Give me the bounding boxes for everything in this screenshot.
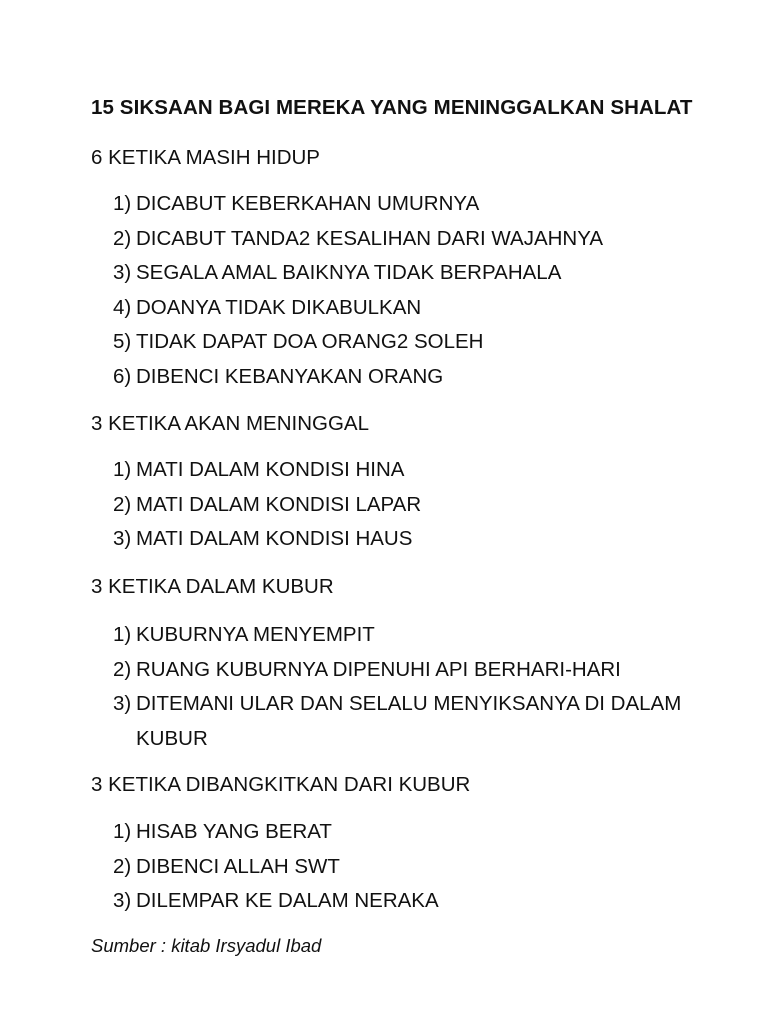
list-dalam-kubur bbox=[91, 618, 701, 756]
section-heading-akan-meninggal: 3 KETIKA AKAN MENINGGAL bbox=[91, 412, 369, 435]
source-note: Sumber : kitab Irsyadul Ibad bbox=[91, 935, 322, 956]
item-number: 4) bbox=[113, 295, 132, 319]
item-text: MATI DALAM KONDISI LAPAR bbox=[136, 492, 422, 516]
item-text: DICABUT TANDA2 KESALIHAN DARI WAJAHNYA bbox=[136, 226, 604, 250]
item-number: 1) bbox=[113, 458, 132, 481]
list-dibangkitkan bbox=[91, 815, 701, 919]
item-text: MATI DALAM KONDISI HAUS bbox=[136, 527, 413, 550]
list-item bbox=[91, 522, 701, 557]
item-number: 2) bbox=[113, 854, 132, 878]
list-item bbox=[91, 291, 701, 326]
item-text: KUBURNYA MENYEMPIT bbox=[136, 623, 375, 646]
item-number: 3) bbox=[113, 889, 132, 912]
list-item bbox=[91, 256, 701, 291]
list-item bbox=[91, 488, 701, 523]
list-item bbox=[91, 325, 701, 360]
item-text: DOANYA TIDAK DIKABULKAN bbox=[136, 295, 422, 319]
item-text: DIBENCI KEBANYAKAN ORANG bbox=[136, 364, 444, 388]
list-item bbox=[91, 884, 701, 919]
item-text: RUANG KUBURNYA DIPENUHI API BERHARI-HARI bbox=[136, 657, 621, 681]
list-item bbox=[91, 187, 701, 222]
list-item bbox=[91, 687, 701, 756]
item-number: 1) bbox=[113, 820, 132, 843]
item-text: DICABUT KEBERKAHAN UMURNYA bbox=[136, 192, 480, 215]
item-number: 5) bbox=[113, 330, 132, 353]
document-title: 15 SIKSAAN BAGI MEREKA YANG MENINGGALKAN SHALAT bbox=[91, 96, 693, 119]
list-item bbox=[91, 453, 701, 488]
list-item bbox=[91, 653, 701, 688]
section-heading-dibangkitkan: 3 KETIKA DIBANGKITKAN DARI KUBUR bbox=[91, 773, 471, 796]
item-text: MATI DALAM KONDISI HINA bbox=[136, 458, 405, 481]
list-item bbox=[91, 222, 701, 257]
item-number: 1) bbox=[113, 623, 132, 646]
item-text: DIBENCI ALLAH SWT bbox=[136, 854, 340, 878]
item-number: 3) bbox=[113, 692, 132, 715]
item-number: 2) bbox=[113, 226, 132, 250]
list-item bbox=[91, 360, 701, 395]
item-number: 2) bbox=[113, 657, 132, 681]
item-text: HISAB YANG BERAT bbox=[136, 820, 332, 843]
item-text: DITEMANI ULAR DAN SELALU MENYIKSANYA DI DALAM KUBUR bbox=[136, 692, 682, 750]
item-number: 2) bbox=[113, 492, 132, 516]
list-item bbox=[91, 815, 701, 850]
item-number: 3) bbox=[113, 261, 132, 284]
list-akan-meninggal bbox=[91, 453, 701, 557]
section-heading-dalam-kubur: 3 KETIKA DALAM KUBUR bbox=[91, 575, 334, 598]
item-number: 3) bbox=[113, 527, 132, 550]
section-heading-masih-hidup: 6 KETIKA MASIH HIDUP bbox=[91, 146, 320, 169]
item-number: 1) bbox=[113, 192, 132, 215]
item-number: 6) bbox=[113, 364, 132, 388]
item-text: DILEMPAR KE DALAM NERAKA bbox=[136, 889, 439, 912]
list-item bbox=[91, 618, 701, 653]
list-item bbox=[91, 850, 701, 885]
list-masih-hidup bbox=[91, 187, 701, 394]
item-text: TIDAK DAPAT DOA ORANG2 SOLEH bbox=[136, 330, 484, 353]
item-text: SEGALA AMAL BAIKNYA TIDAK BERPAHALA bbox=[136, 261, 562, 284]
